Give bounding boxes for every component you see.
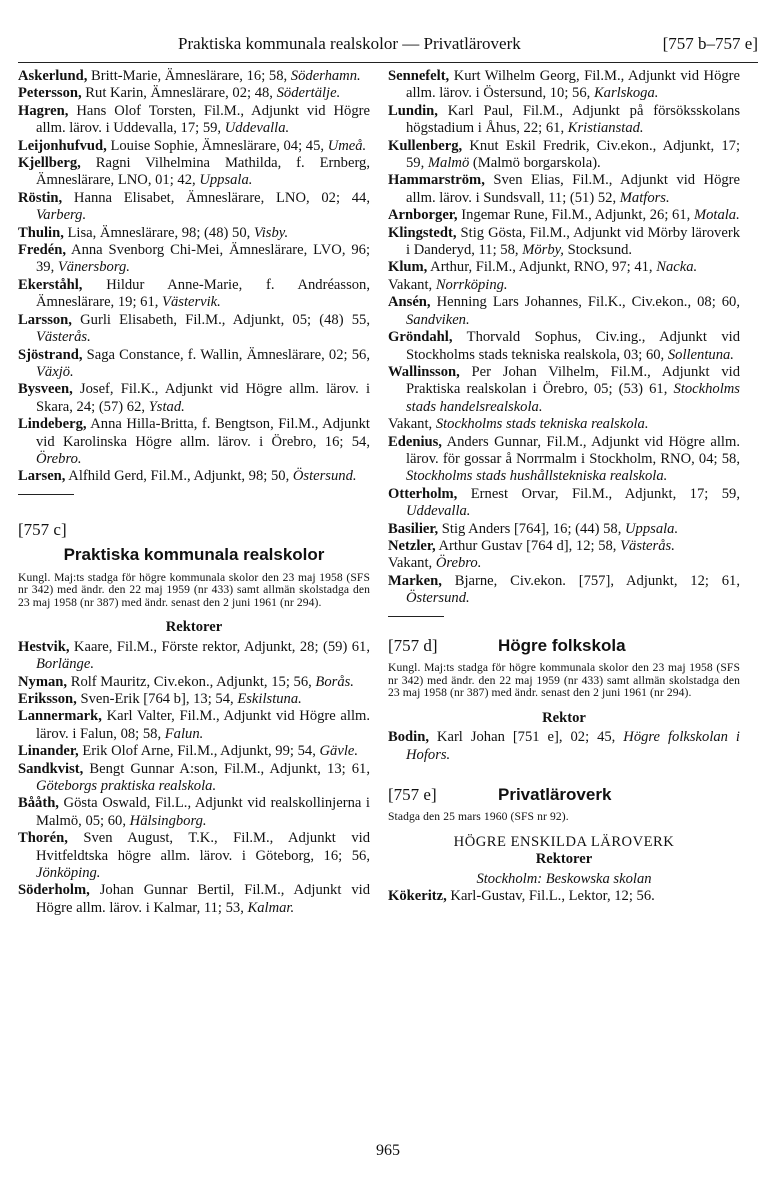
subhead-rektorer: Rektorer [165, 619, 223, 636]
directory-entry: Eriksson, Sven-Erik [764 b], 13; 54, Eskilstuna. [18, 690, 302, 707]
directory-entry: Thorén, Sven August, T.K., Fil.M., Adjunkt vid Hvitfeldtska högre allm. lärov. i Göteborg, 16; 56, Jönköping. [18, 830, 370, 882]
section-note-757e: Stadga den 25 mars 1960 (SFS nr 92). [388, 810, 569, 824]
directory-entry: Larsson, Gurli Elisabeth, Fil.M., Adjunkt, 05; (48) 55, Västerås. [18, 311, 370, 346]
directory-entry: Lannermark, Karl Valter, Fil.M., Adjunkt vid Högre allm. lärov. i Falun, 08; 58, Falun. [18, 708, 370, 742]
directory-entry: Ansén, Henning Lars Johannes, Fil.K., Civ.ekon., 08; 60, Sandviken. [388, 294, 740, 328]
directory-entry: Edenius, Anders Gunnar, Fil.M., Adjunkt vid Högre allm. lärov. för gossar å Norrmalm i Stockholm, RNO, 04; 58, Stockholms stads hushållstekniska realskola. [388, 433, 740, 485]
running-header [18, 34, 758, 58]
directory-entry: Askerlund, Britt-Marie, Ämneslärare, 16; 58, Söderhamn. [18, 68, 361, 84]
section-title-757c: Praktiska kommunala realskolor [63, 545, 325, 565]
directory-entry: Bååth, Gösta Oswald, Fil.L., Adjunkt vid realskollinjerna i Malmö, 05; 60, Hälsingborg. [18, 795, 370, 829]
directory-entry: Petersson, Rut Karin, Ämneslärare, 02; 48, Södertälje. [18, 85, 341, 102]
subhead-rektor: Rektor [542, 709, 586, 726]
header-title: Praktiska kommunala realskolor — Privatläroverk [178, 34, 521, 53]
section-note-757c: Kungl. Maj:ts stadga för högre kommunala skolor den 23 maj 1958 (SFS nr 342) med ändr. den 22 maj 1959 (nr 433) samt allmän skolstadga den 23 maj 1958 (nr 387) med ändr. senast den 2 juni 1961 (nr 294). [18, 570, 370, 609]
rektorer-entry-list [18, 639, 370, 918]
directory-entry: Wallinsson, Per Johan Vilhelm, Fil.M., Adjunkt vid Praktiska realskolan i Örebro, 05; (53) 61, Stockholms stads handelsrealskola. [388, 363, 740, 415]
header-rule [18, 62, 758, 63]
directory-entry: Fredén, Anna Svenborg Chi-Mei, Ämneslärare, LVO, 96; 39, Vänersborg. [18, 242, 370, 276]
section-heading-757e [388, 786, 740, 803]
section-heading-757d [388, 637, 740, 654]
page-number: 965 [376, 1142, 400, 1159]
directory-entry: Klingstedt, Stig Gösta, Fil.M., Adjunkt vid Mörby läroverk i Danderyd, 11; 58, Mörby, Stocksund. [388, 224, 740, 259]
school-category: HÖGRE ENSKILDA LÄROVERK [453, 834, 675, 850]
directory-entry: Vakant, Stockholms stads tekniska realskola. [388, 416, 649, 433]
section-note-757d: Kungl. Maj:ts stadga för högre kommunala skolor den 23 maj 1958 (SFS nr 342) med ändr. den 22 maj 1959 (nr 433) samt allmän skolstadga den 23 maj 1958 (nr 387) med ändr. senast den 2 juni 1961 (nr 294). [388, 661, 740, 700]
directory-entry: Bysveen, Josef, Fil.K., Adjunkt vid Högre allm. lärov. i Skara, 24; (57) 62, Ystad. [18, 381, 370, 415]
directory-entry: Röstin, Hanna Elisabet, Ämneslärare, LNO, 02; 44, Varberg. [18, 189, 370, 224]
section-number-757e: [757 e] [388, 785, 437, 804]
directory-entry: Basilier, Stig Anders [764], 16; (44) 58, Uppsala. [388, 520, 679, 537]
directory-entry: Marken, Bjarne, Civ.ekon. [757], Adjunkt, 12; 61, Östersund. [388, 572, 740, 607]
directory-entry: Netzler, Arthur Gustav [764 d], 12; 58, Västerås. [388, 537, 675, 554]
directory-entry: Hammarström, Sven Elias, Fil.M., Adjunkt vid Högre allm. lärov. i Sundsvall, 11; (51) 52, Matfors. [388, 172, 740, 206]
school-name: Stockholm: Beskowska skolan [476, 870, 652, 887]
directory-entry: Ekerståhl, Hildur Anne-Marie, f. Andréasson, Ämneslärare, 19; 61, Västervik. [18, 276, 370, 311]
section-end-rule [388, 616, 444, 617]
directory-entry: Söderholm, Johan Gunnar Bertil, Fil.M., Adjunkt vid Högre allm. lärov. i Kalmar, 11; 53, Kalmar. [18, 882, 370, 916]
directory-entry: Sandkvist, Bengt Gunnar A:son, Fil.M., Adjunkt, 13; 61, Göteborgs praktiska realskola. [18, 760, 370, 794]
directory-entry: Larsen, Alfhild Gerd, Fil.M., Adjunkt, 98; 50, Östersund. [18, 468, 357, 485]
section-title-757e: Privatläroverk [498, 785, 612, 804]
directory-entry: Kjellberg, Ragni Vilhelmina Mathilda, f. Ernberg, Ämneslärare, LNO, 01; 42, Uppsala. [18, 155, 370, 189]
subhead-rektorer-757e: Rektorer [535, 851, 593, 868]
header-section-ref: [757 b–757 e] [662, 34, 758, 53]
directory-entry: Vakant, Norrköping. [388, 276, 508, 293]
directory-entry: Kullenberg, Knut Eskil Fredrik, Civ.ekon., Adjunkt, 17; 59, Malmö (Malmö borgarskola). [388, 137, 740, 172]
directory-entry: Arnborger, Ingemar Rune, Fil.M., Adjunkt, 26; 61, Motala. [388, 207, 740, 224]
directory-entry: Gröndahl, Thorvald Sophus, Civ.ing., Adjunkt vid Stockholms stads tekniska realskola, 03; 60, Sollentuna. [388, 329, 740, 363]
directory-entry: Vakant, Örebro. [388, 555, 482, 572]
entry-bodin: Bodin, Karl Johan [751 e], 02; 45, Högre folkskolan i Hofors. [388, 729, 740, 763]
directory-entry: Hagren, Hans Olof Torsten, Fil.M., Adjunkt vid Högre allm. lärov. i Uddevalla, 17; 59, Uddevalla. [18, 102, 370, 137]
directory-entry: Thulin, Lisa, Ämneslärare, 98; (48) 50, Visby. [18, 224, 289, 241]
directory-entry: Hestvik, Kaare, Fil.M., Förste rektor, Adjunkt, 28; (59) 61, Borlänge. [18, 638, 370, 673]
directory-entry: Lindeberg, Anna Hilla-Britta, f. Bengtson, Fil.M., Adjunkt vid Karolinska Högre allm. lärov. i Örebro, 16; 54, Örebro. [18, 416, 370, 467]
section-number-757c: [757 c] [18, 519, 67, 539]
directory-entry: Lundin, Karl Paul, Fil.M., Adjunkt på försöksskolans högstadium i Åhus, 22; 61, Kristianstad. [388, 102, 740, 137]
directory-entry: Sjöstrand, Saga Constance, f. Wallin, Ämneslärare, 02; 56, Växjö. [18, 346, 370, 380]
section-end-rule [18, 494, 74, 495]
directory-entry: Otterholm, Ernest Orvar, Fil.M., Adjunkt, 17; 59, Uddevalla. [388, 485, 740, 520]
directory-entry: Nyman, Rolf Mauritz, Civ.ekon., Adjunkt, 15; 56, Borås. [18, 673, 354, 690]
directory-entry: Leijonhufvud, Louise Sophie, Ämneslärare, 04; 45, Umeå. [18, 137, 367, 154]
right-column [388, 68, 740, 906]
directory-entry: Sennefelt, Kurt Wilhelm Georg, Fil.M., Adjunkt vid Högre allm. lärov. i Östersund, 10; 56, Karlskoga. [388, 68, 740, 102]
section-title-757d: Högre folkskola [498, 635, 626, 655]
left-entry-list [18, 68, 370, 486]
directory-entry: Linander, Erik Olof Arne, Fil.M., Adjunkt, 99; 54, Gävle. [18, 743, 358, 760]
directory-entry: Klum, Arthur, Fil.M., Adjunkt, RNO, 97; 41, Nacka. [388, 259, 698, 276]
right-entry-list [388, 68, 740, 608]
section-number-757d: [757 d] [388, 635, 438, 655]
entry-kokeritz: Kökeritz, Karl-Gustav, Fil.L., Lektor, 12; 56. [388, 888, 655, 905]
left-column [18, 68, 370, 917]
